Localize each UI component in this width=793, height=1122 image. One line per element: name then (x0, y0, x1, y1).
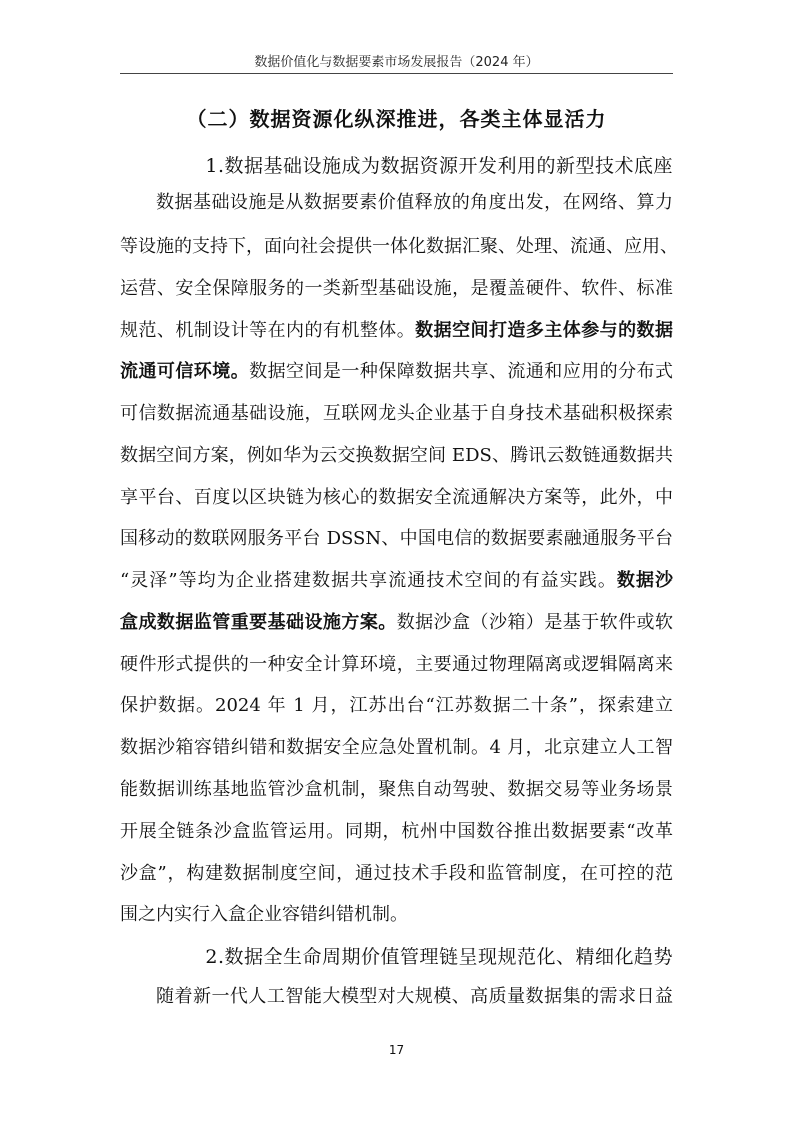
body-line: 数据空间方案，例如华为云交换数据空间 EDS、腾讯云数链通数据共 (120, 445, 673, 466)
bold-key-sentence: 盒成数据监管重要基础设施方案。 (120, 612, 397, 633)
body-line: 数据基础设施是从数据要素价值释放的角度出发，在网络、算力 (156, 192, 673, 213)
bold-key-sentence: 数据沙 (616, 570, 674, 591)
running-header: 数据价值化与数据要素市场发展报告（2024 年） (254, 55, 539, 70)
body-line: 可信数据流通基础设施，互联网龙头企业基于自身技术基础积极探索 (120, 403, 673, 424)
bold-key-sentence: 流通可信环境。 (120, 361, 250, 382)
subsection-2-heading: 2.数据全生命周期价值管理链呈现规范化、精细化趋势 (205, 946, 673, 968)
body-line: 等设施的支持下，面向社会提供一体化数据汇聚、处理、流通、应用、 (120, 236, 678, 257)
body-line: 盒成数据监管重要基础设施方案。数据沙盒（沙箱）是基于软件或软 (120, 612, 674, 633)
header-divider (120, 73, 673, 74)
body-line: 沙盒”，构建数据制度空间，通过技术手段和监管制度，在可控的范 (120, 863, 673, 884)
subsection-1-heading: 1.数据基础设施成为数据资源开发利用的新型技术底座 (205, 155, 673, 177)
section-title: （二）数据资源化纵深推进，各类主体显活力 (186, 107, 607, 131)
bold-key-sentence: 数据空间打造多主体参与的数据 (415, 320, 673, 341)
body-line: 保护数据。2024 年 1 月，江苏出台“江苏数据二十条”，探索建立 (120, 695, 673, 716)
body-line: 硬件形式提供的一种安全计算环境，主要通过物理隔离或逻辑隔离来 (120, 654, 673, 675)
body-line: 流通可信环境。数据空间是一种保障数据共享、流通和应用的分布式 (120, 361, 674, 382)
body-line: 享平台、百度以区块链为核心的数据安全流通解决方案等，此外，中 (120, 487, 673, 508)
body-line: 随着新一代人工智能大模型对大规模、高质量数据集的需求日益 (156, 986, 673, 1007)
page-number: 17 (388, 1043, 405, 1057)
body-line: 规范、机制设计等在内的有机整体。数据空间打造多主体参与的数据 (120, 320, 673, 341)
body-line: “灵泽”等均为企业搭建数据共享流通技术空间的有益实践。数据沙 (120, 570, 674, 591)
body-line: 国移动的数联网服务平台 DSSN、中国电信的数据要素融通服务平台 (120, 528, 673, 549)
body-line: 围之内实行入盒企业容错纠错机制。 (120, 904, 408, 925)
body-line: 能数据训练基地监管沙盒机制，聚焦自动驾驶、数据交易等业务场景 (120, 779, 673, 800)
body-line: 开展全链条沙盒监管运用。同期，杭州中国数谷推出数据要素“改革 (120, 821, 673, 842)
body-line: 运营、安全保障服务的一类新型基础设施，是覆盖硬件、软件、标准 (120, 278, 673, 299)
body-line: 数据沙箱容错纠错和数据安全应急处置机制。4 月，北京建立人工智 (120, 737, 673, 758)
